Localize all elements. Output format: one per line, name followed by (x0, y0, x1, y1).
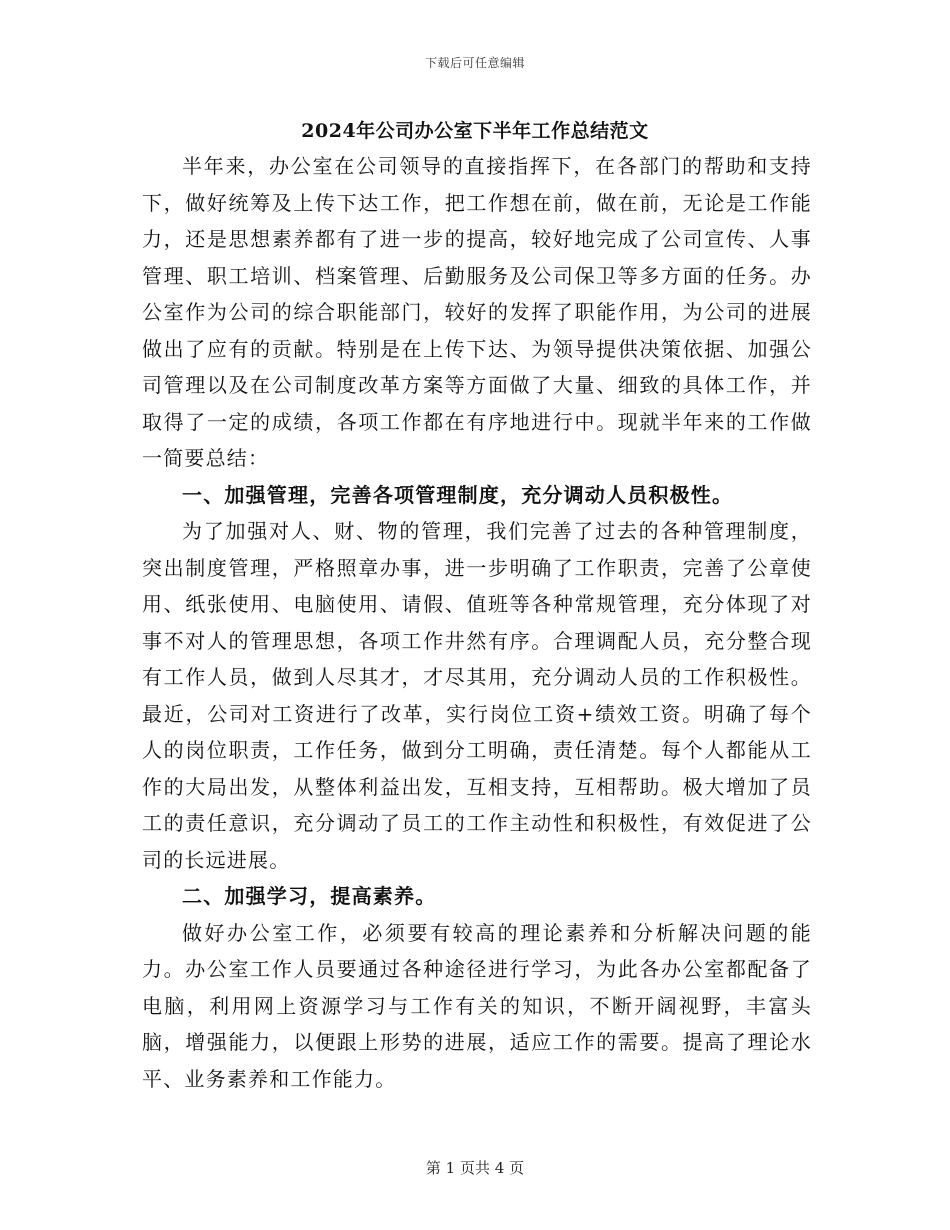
section-1-paragraph: 为了加强对人、财、物的管理，我们完善了过去的各种管理制度，突出制度管理，严格照章办事，进一步明确了工作职责，完善了公章使用、纸张使用、电脑使用、请假、值班等各种常规管理，充分体现了对事不对人的管理思想，各项工作井然有序。合理调配人员，充分整合现有工作人员，做到人尽其才，才尽其用，充分调动人员的工作积极性。最近，公司对工资进行了改革，实行岗位工资+绩效工资。明确了每个人的岗位职责，工作任务，做到分工明确，责任清楚。每个人都能从工作的大局出发，从整体利益出发，互相支持，互相帮助。极大增加了员工的责任意识，充分调动了员工的工作主动性和积极性，有效促进了公司的长远进展。 (142, 519, 812, 872)
document-title: 2024年公司办公室下半年工作总结范文 (301, 120, 649, 142)
section-2-paragraph: 做好办公室工作，必须要有较高的理论素养和分析解决问题的能力。办公室工作人员要通过各种途径进行学习，为此各办公室都配备了电脑，利用网上资源学习与工作有关的知识，不断开阔视野，丰富头脑，增强能力，以便跟上形势的进展，适应工作的需要。提高了理论水平、业务素养和工作能力。 (142, 920, 812, 1091)
intro-paragraph: 半年来，办公室在公司领导的直接指挥下，在各部门的帮助和支持下，做好统筹及上传下达工作，把工作想在前，做在前，无论是工作能力，还是思想素养都有了进一步的提高，较好地完成了公司宣传、人事管理、职工培训、档案管理、后勤服务及公司保卫等多方面的任务。办公室作为公司的综合职能部门，较好的发挥了职能作用，为公司的进展做出了应有的贡献。特别是在上传下达、为领导提供决策依据、加强公司管理以及在公司制度改革方案等方面做了大量、细致的具体工作，并取得了一定的成绩，各项工作都在有序地进行中。现就半年来的工作做一简要总结： (142, 154, 812, 470)
section-heading-2: 二、加强学习，提高素养。 (182, 884, 437, 908)
document-body (142, 148, 812, 1097)
section-heading-1: 一、加强管理，完善各项管理制度，充分调动人员积极性。 (182, 482, 734, 507)
page-number-footer: 第 1 页共 4 页 (425, 1159, 525, 1177)
header-note: 下载后可任意编辑 (424, 56, 525, 70)
